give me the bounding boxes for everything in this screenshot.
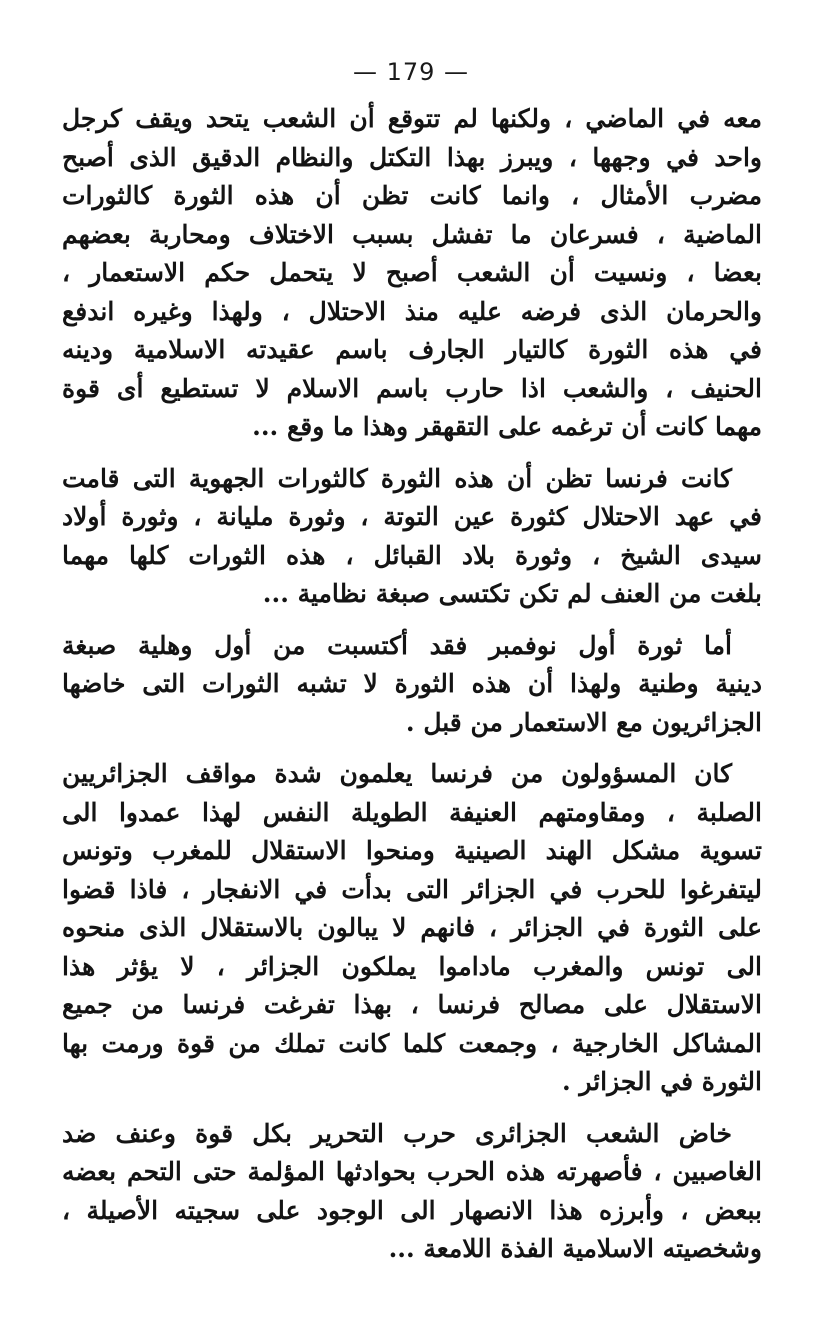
- text-line: مهما كانت أن ترغمه على التقهقر وهذا ما وقع ...: [252, 412, 762, 441]
- text-line: المشاكل الخارجية ، وجمعت كلما كانت تملك من قوة ورمت بها: [62, 1028, 762, 1058]
- text-line: الثورة في الجزائر .: [562, 1067, 762, 1096]
- text-line: كانت فرنسا تظن أن هذه الثورة كالثورات الجهوية التى قامت: [62, 463, 732, 493]
- text-line: واحد في وجهها ، ويبرز بهذا التكتل والنظام الدقيق الذى أصبح: [62, 142, 762, 172]
- text-line: مضرب الأمثال ، وانما كانت تظن أن هذه الثورة كالثورات: [62, 181, 762, 210]
- text-line: الصلبة ، ومقاومتهم العنيفة الطويلة النفس لهذا عمدوا الى: [62, 797, 762, 827]
- text-line: في عهد الاحتلال كثورة عين التوتة ، وثورة مليانة ، وثورة أولاد: [62, 502, 762, 531]
- paragraph-gap: [62, 742, 762, 755]
- text-line: تسوية مشكل الهند الصينية ومنحوا الاستقلال للمغرب وتونس: [62, 836, 762, 865]
- paragraph-gap: [62, 1102, 762, 1115]
- text-line: ليتفرغوا للحرب في الجزائر التى بدأت في الانفجار ، فاذا قضوا: [62, 874, 762, 904]
- text-line: الاستقلال على مصالح فرنسا ، بهذا تفرغت فرنسا من جميع: [62, 990, 762, 1019]
- text-line: دينية وطنية ولهذا أن هذه الثورة لا تشبه الثورات التى خاضها: [62, 669, 762, 698]
- text-line: وشخصيته الاسلامية الفذة اللامعة ...: [388, 1234, 762, 1263]
- text-line: الى تونس والمغرب ماداموا يملكون الجزائر ، لا يؤثر هذا: [62, 951, 762, 981]
- paragraph: [62, 460, 762, 614]
- paragraph-gap: [62, 447, 762, 460]
- text-line: سيدى الشيخ ، وثورة بلاد القبائل ، هذه الثورات كلها مهما: [62, 540, 762, 570]
- page-body: [62, 100, 762, 1269]
- paragraph: [62, 100, 762, 447]
- text-line: معه في الماضي ، ولكنها لم تتوقع أن الشعب يتحد ويقف كرجل: [62, 104, 762, 133]
- text-line: في هذه الثورة كالتيار الجارف باسم عقيدته الاسلامية ودينه: [62, 335, 762, 364]
- text-line: بلغت من العنف لم تكن تكتسى صبغة نظامية ...: [262, 579, 762, 608]
- paragraph-gap: [62, 614, 762, 627]
- text-line: الماضية ، فسرعان ما تفشل بسبب الاختلاف ومحاربة بعضهم: [62, 219, 762, 249]
- paragraph: [62, 1115, 762, 1269]
- text-line: والحرمان الذى فرضه عليه منذ الاحتلال ، ولهذا وغيره اندفع: [62, 296, 762, 326]
- page-number: — 179 —: [352, 58, 470, 86]
- text-line: كان المسؤولون من فرنسا يعلمون شدة مواقف الجزائريين: [62, 759, 732, 788]
- text-line: الغاصبين ، فأصهرته هذه الحرب بحوادثها المؤلمة حتى التحم بعضه: [62, 1157, 762, 1186]
- text-line: أما ثورة أول نوفمبر فقد أكتسبت من أول وهلية صبغة: [62, 630, 732, 660]
- paragraph: [62, 627, 762, 743]
- text-line: الحنيف ، والشعب اذا حارب باسم الاسلام لا تستطيع أى قوة: [62, 373, 762, 403]
- text-line: بعضا ، ونسيت أن الشعب أصبح لا يتحمل حكم الاستعمار ،: [62, 258, 762, 287]
- text-line: خاض الشعب الجزائرى حرب التحرير بكل قوة وعنف ضد: [62, 1118, 732, 1148]
- text-line: الجزائريون مع الاستعمار من قبل .: [405, 707, 762, 737]
- paragraph: [62, 755, 762, 1102]
- text-line: ببعض ، وأبرزه هذا الانصهار الى الوجود على سجيته الأصيلة ،: [62, 1195, 762, 1225]
- text-line: على الثورة في الجزائر ، فانهم لا يبالون بالاستقلال الذى منحوه: [62, 913, 762, 942]
